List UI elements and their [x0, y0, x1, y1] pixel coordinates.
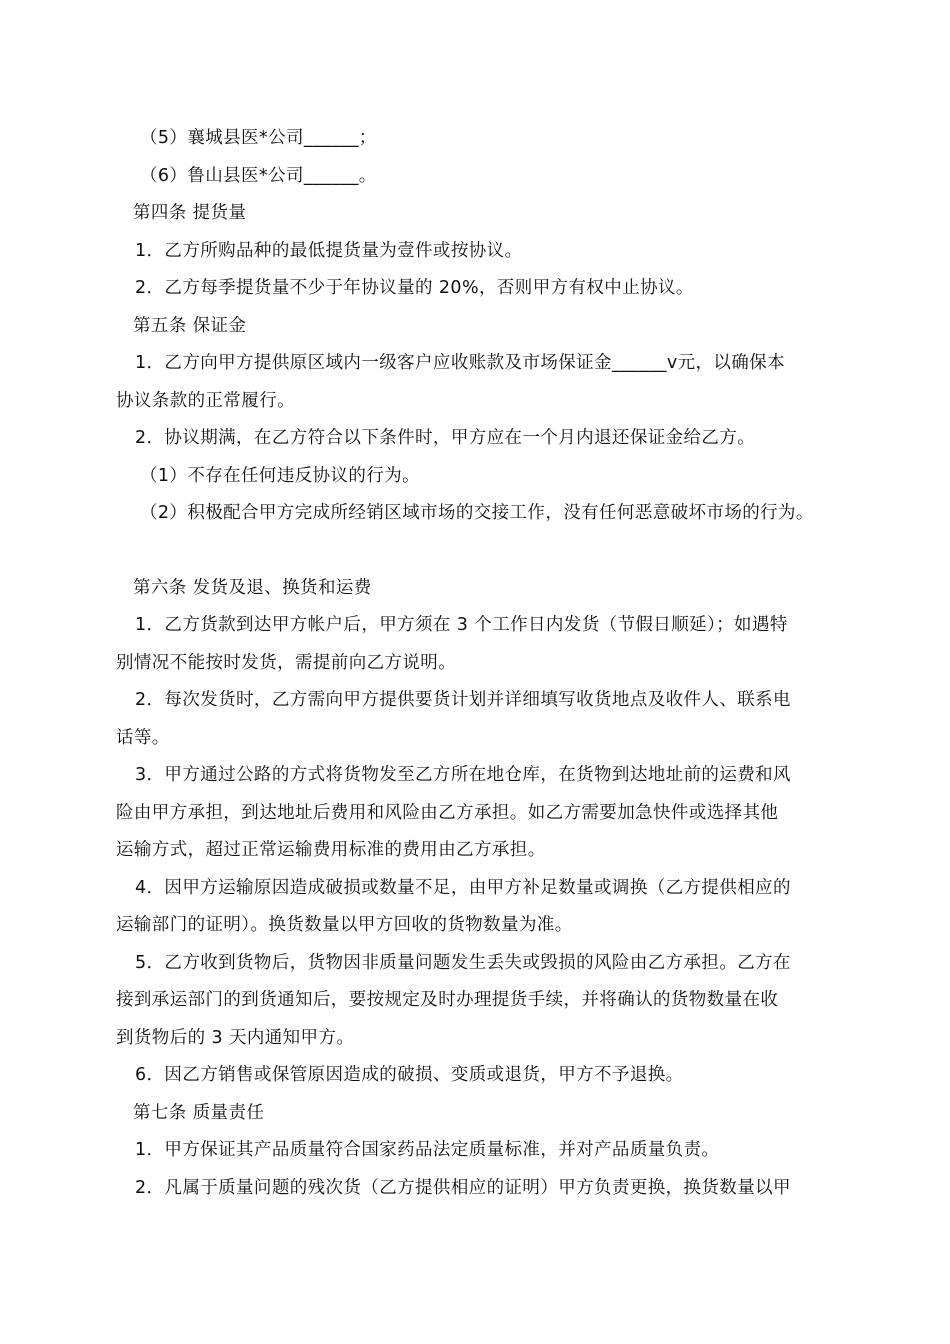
article-5-item-1: （1）不存在任何违反协议的行为。: [140, 466, 421, 486]
article-6-para-1: 1．乙方货款到达甲方帐户后，甲方须在 3 个工作日内发货（节假日顺延）；如遇特: [135, 615, 788, 635]
article-5-para-1: 1．乙方向甲方提供原区域内一级客户应收账款及市场保证金______v元，以确保本: [135, 353, 785, 373]
article-4-para-1: 1．乙方所购品种的最低提货量为壹件或按协议。: [135, 241, 523, 261]
article-4-heading: 第四条 提货量: [133, 203, 247, 223]
article-5-para-2: 2．协议期满，在乙方符合以下条件时，甲方应在一个月内退还保证金给乙方。: [135, 428, 756, 448]
article-4-para-2: 2．乙方每季提货量不少于年协议量的 20%，否则甲方有权中止协议。: [135, 278, 694, 298]
clause-line-item-6: （6）鲁山县医*公司______。: [140, 166, 377, 186]
clause-line-item-5: （5）襄城县医*公司______；: [140, 128, 377, 148]
article-7-para-1: 1．甲方保证其产品质量符合国家药品法定质量标准，并对产品质量负责。: [135, 1140, 720, 1160]
article-7-heading: 第七条 质量责任: [133, 1103, 265, 1123]
article-6-para-5-cont-2: 到货物后的 3 天内通知甲方。: [116, 1028, 355, 1048]
article-5-heading: 第五条 保证金: [133, 316, 247, 336]
article-5-para-1-cont: 协议条款的正常履行。: [116, 391, 295, 411]
article-6-heading: 第六条 发货及退、换货和运费: [133, 578, 372, 598]
article-6-para-5: 5．乙方收到货物后，货物因非质量问题发生丢失或毁损的风险由乙方承担。乙方在: [135, 953, 791, 973]
article-5-item-2: （2）积极配合甲方完成所经销区域市场的交接工作，没有任何恶意破坏市场的行为。: [140, 503, 814, 523]
article-6-para-3: 3．甲方通过公路的方式将货物发至乙方所在地仓库，在货物到达地址前的运费和风: [135, 765, 791, 785]
article-6-para-3-cont-1: 险由甲方承担，到达地址后费用和风险由乙方承担。如乙方需要加急快件或选择其他: [116, 803, 779, 823]
article-6-para-6: 6．因乙方销售或保管原因造成的破损、变质或退货，甲方不予退换。: [135, 1065, 684, 1085]
article-6-para-1-cont: 别情况不能按时发货，需提前向乙方说明。: [116, 653, 457, 673]
article-7-para-2: 2．凡属于质量问题的残次货（乙方提供相应的证明）甲方负责更换，换货数量以甲: [135, 1178, 791, 1198]
article-6-para-2-cont: 话等。: [116, 728, 170, 748]
article-6-para-3-cont-2: 运输方式，超过正常运输费用标准的费用由乙方承担。: [116, 840, 546, 860]
article-6-para-5-cont-1: 接到承运部门的到货通知后，要按规定及时办理提货手续，并将确认的货物数量在收: [116, 990, 779, 1010]
article-6-para-4: 4．因甲方运输原因造成破损或数量不足，由甲方补足数量或调换（乙方提供相应的: [135, 878, 791, 898]
article-6-para-4-cont: 运输部门的证明）。换货数量以甲方回收的货物数量为准。: [116, 915, 573, 935]
article-6-para-2: 2．每次发货时，乙方需向甲方提供要货计划并详细填写收货地点及收件人、联系电: [135, 690, 791, 710]
